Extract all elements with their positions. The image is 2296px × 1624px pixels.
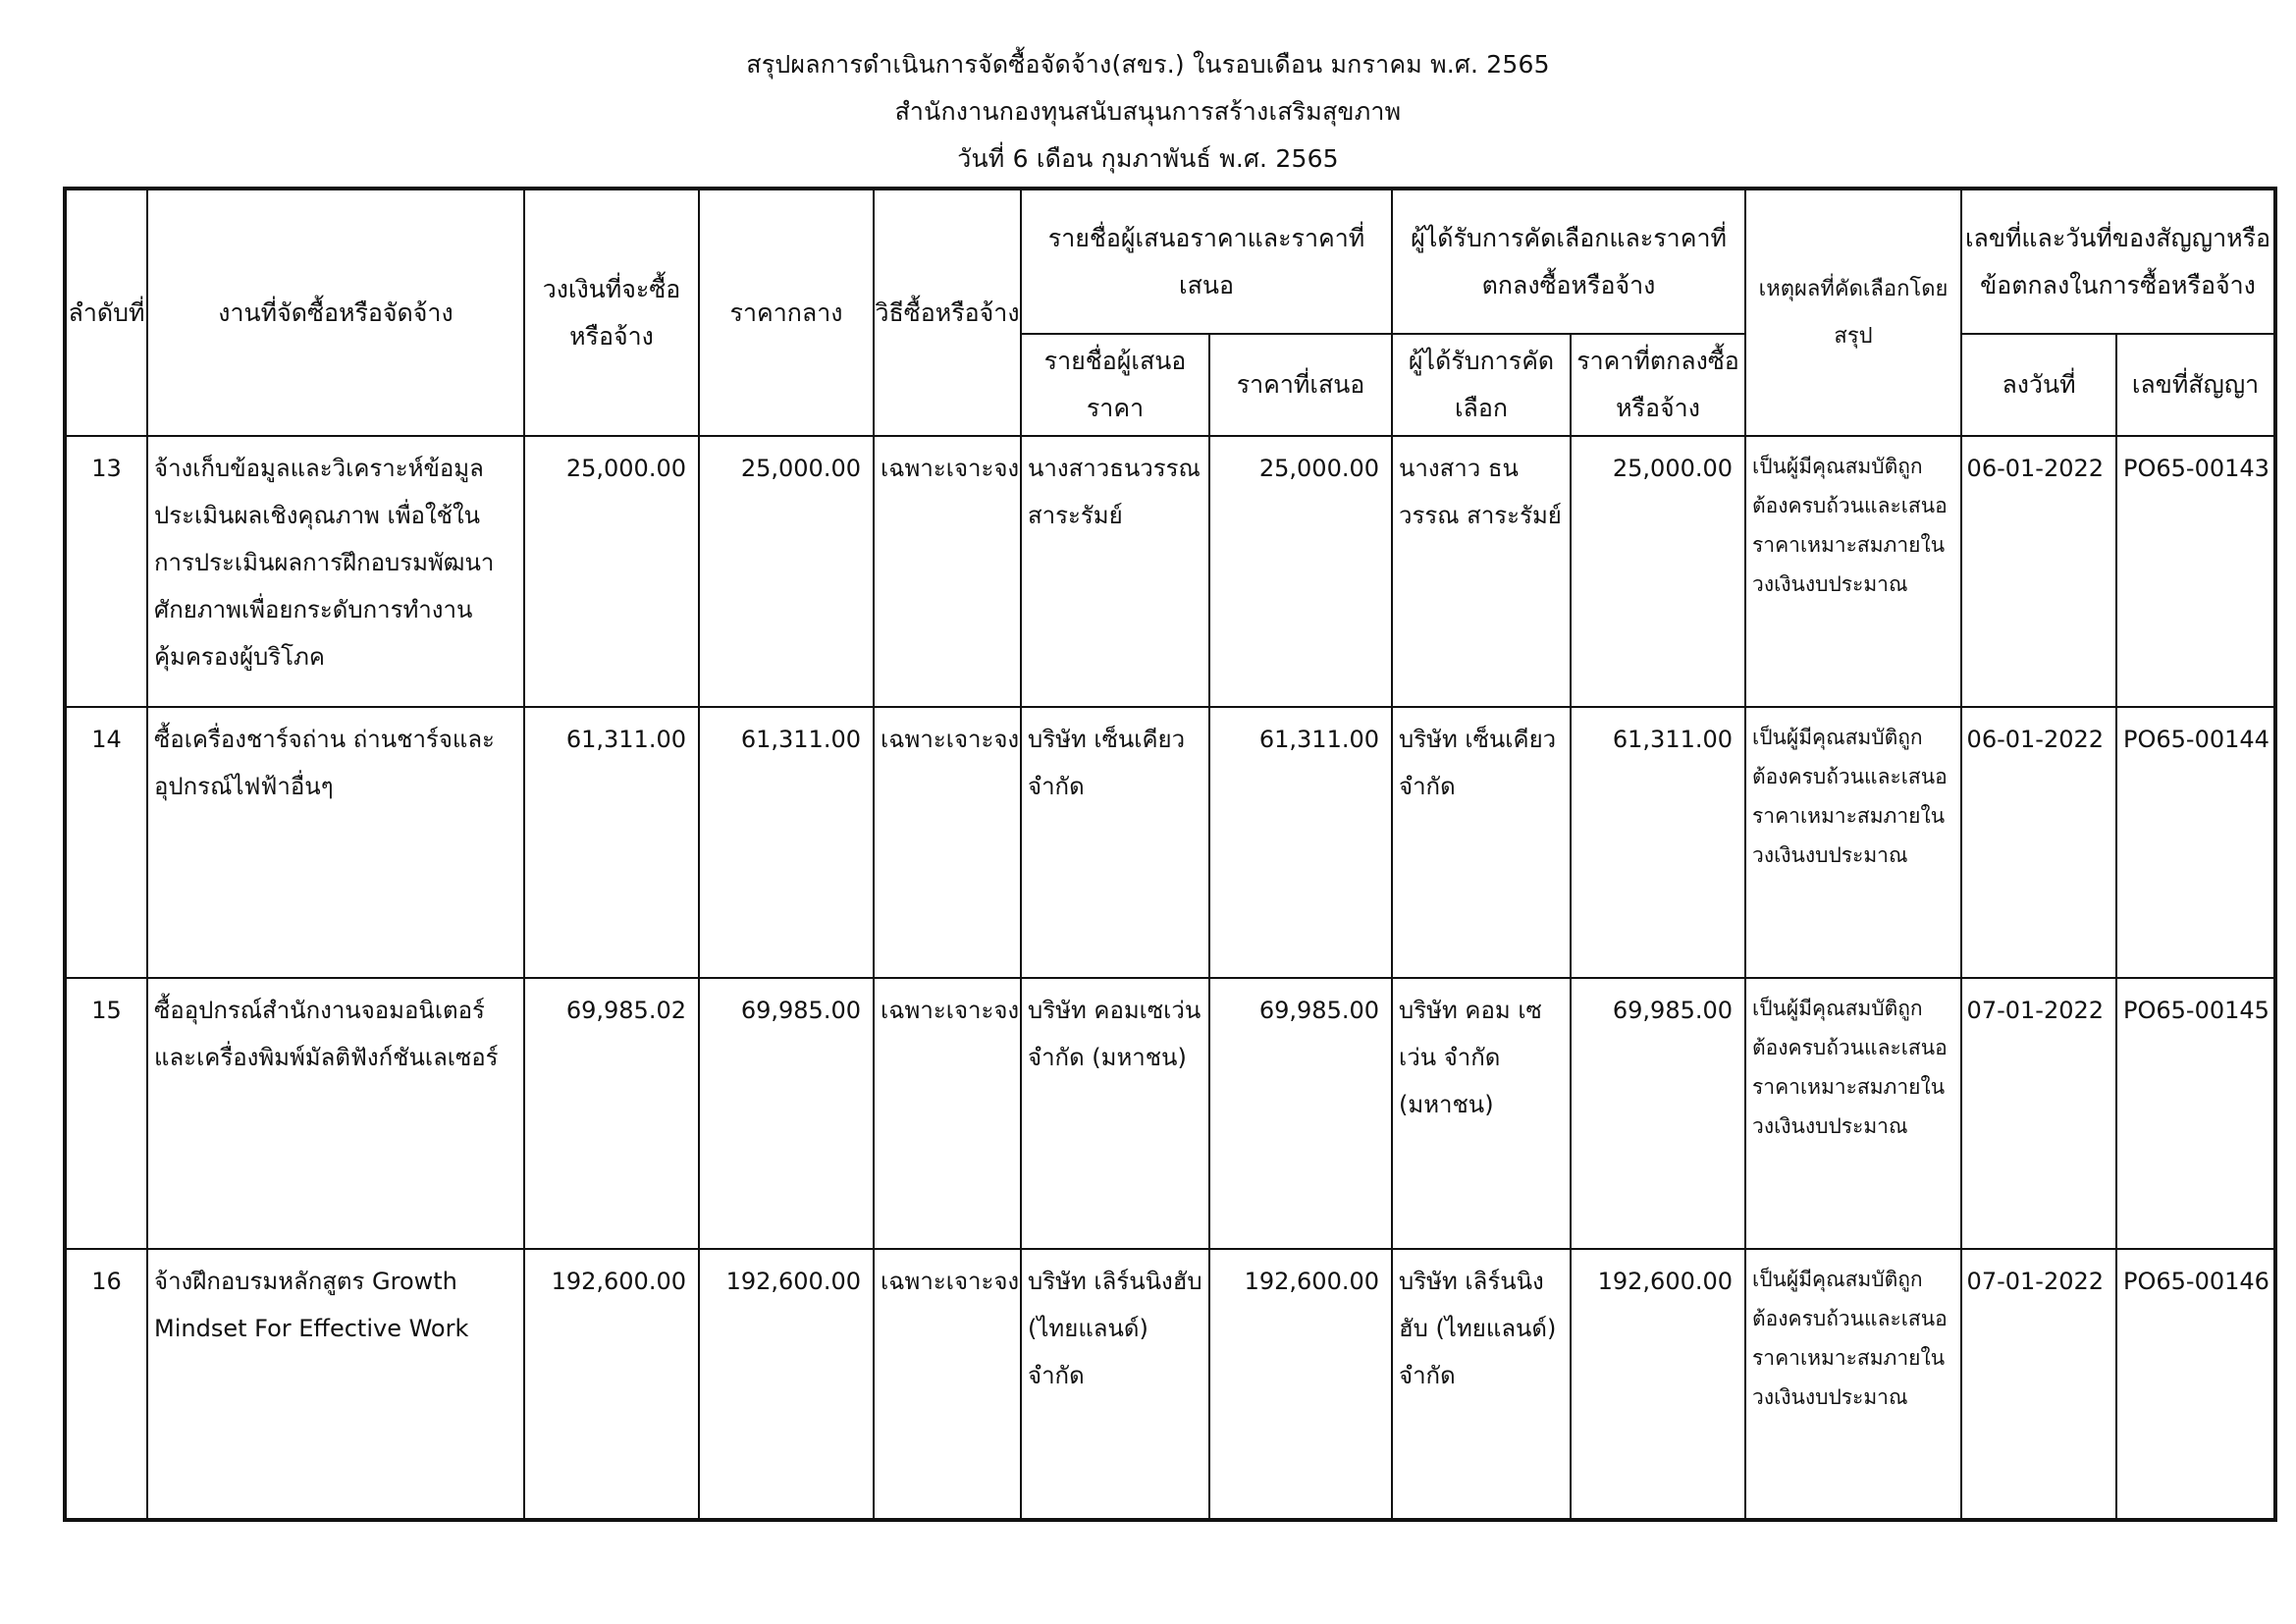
procurement-method: เฉพาะเจาะจง bbox=[881, 997, 1020, 1024]
contract-number: PO65-00145 bbox=[2123, 997, 2269, 1024]
col-header-bidders-group: รายชื่อผู้เสนอราคาและราคาที่เสนอ bbox=[1021, 189, 1392, 334]
median-price: 25,000.00 bbox=[740, 455, 861, 482]
col-header-reason: เหตุผลที่คัดเลือกโดยสรุป bbox=[1745, 189, 1961, 436]
organization-name: สำนักงานกองทุนสนับสนุนการสร้างเสริมสุขภาพ bbox=[894, 97, 1402, 126]
bid-price: 192,600.00 bbox=[1244, 1268, 1380, 1295]
contract-date: 07-01-2022 bbox=[1966, 1268, 2105, 1295]
col-header-method: วิธีซื้อหรือจ้าง bbox=[874, 189, 1021, 436]
contract-number: PO65-00144 bbox=[2123, 726, 2269, 753]
col-header-contract-group: เลขที่และวันที่ของสัญญาหรือข้อตกลงในการซื้อหรือจ้าง bbox=[1961, 189, 2275, 334]
item-description: ซื้ออุปกรณ์สำนักงานจอมอนิเตอร์และเครื่องพิมพ์มัลติฟังก์ชันเลเซอร์ bbox=[154, 997, 499, 1071]
col-header-item: งานที่จัดซื้อหรือจัดจ้าง bbox=[147, 189, 524, 436]
table-row bbox=[65, 707, 2275, 978]
col-header-selected-group: ผู้ได้รับการคัดเลือกและราคาที่ตกลงซื้อหรือจ้าง bbox=[1392, 189, 1745, 334]
selected-vendor: บริษัท เซ็นเคียว จำกัด bbox=[1399, 726, 1557, 800]
table-row bbox=[65, 978, 2275, 1249]
selected-vendor: บริษัท คอม เซเว่น จำกัด (มหาชน) bbox=[1399, 997, 1542, 1118]
contract-number: PO65-00146 bbox=[2123, 1268, 2269, 1295]
selection-reason: เป็นผู้มีคุณสมบัติถูกต้องครบถ้วนและเสนอราคาเหมาะสมภายในวงเงินงบประมาณ bbox=[1752, 1268, 1948, 1409]
procurement-table bbox=[63, 187, 2277, 1522]
row-number: 16 bbox=[91, 1268, 122, 1295]
median-price: 61,311.00 bbox=[740, 726, 861, 753]
contract-date: 06-01-2022 bbox=[1966, 455, 2105, 482]
item-description: จ้างเก็บข้อมูลและวิเคราะห์ข้อมูลประเมินผลเชิงคุณภาพ เพื่อใช้ในการประเมินผลการฝึกอบรมพัฒนาศักยภาพเพื่อยกระดับการทำงานคุ้มครองผู้บริโภค bbox=[154, 455, 495, 671]
procurement-method: เฉพาะเจาะจง bbox=[881, 726, 1020, 753]
contract-date: 07-01-2022 bbox=[1966, 997, 2105, 1024]
selection-reason: เป็นผู้มีคุณสมบัติถูกต้องครบถ้วนและเสนอราคาเหมาะสมภายในวงเงินงบประมาณ bbox=[1752, 455, 1948, 596]
col-header-agreed-price: ราคาที่ตกลงซื้อหรือจ้าง bbox=[1571, 334, 1745, 436]
procurement-method: เฉพาะเจาะจง bbox=[881, 455, 1020, 482]
col-header-bid-price: ราคาที่เสนอ bbox=[1209, 334, 1392, 436]
bidder-name: นางสาวธนวรรณ สาระรัมย์ bbox=[1028, 455, 1201, 529]
bidder-name: บริษัท เซ็นเคียว จำกัด bbox=[1028, 726, 1186, 800]
selected-vendor: บริษัท เลิร์นนิงฮับ (ไทยแลนด์) จำกัด bbox=[1399, 1268, 1557, 1389]
agreed-price: 61,311.00 bbox=[1612, 726, 1734, 753]
budget-amount: 61,311.00 bbox=[565, 726, 686, 753]
bidder-name: บริษัท เลิร์นนิงฮับ (ไทยแลนด์) จำกัด bbox=[1028, 1268, 1202, 1389]
col-header-no: ลำดับที่ bbox=[65, 189, 147, 436]
selected-vendor: นางสาว ธนวรรณ สาระรัมย์ bbox=[1399, 455, 1562, 529]
selection-reason: เป็นผู้มีคุณสมบัติถูกต้องครบถ้วนและเสนอราคาเหมาะสมภายในวงเงินงบประมาณ bbox=[1752, 726, 1948, 867]
row-number: 15 bbox=[91, 997, 122, 1024]
report-date: วันที่ 6 เดือน กุมภาพันธ์ พ.ศ. 2565 bbox=[957, 144, 1339, 173]
median-price: 69,985.00 bbox=[740, 997, 861, 1024]
item-description: จ้างฝึกอบรมหลักสูตร Growth Mindset For Effective Work bbox=[154, 1268, 469, 1342]
budget-amount: 25,000.00 bbox=[565, 455, 686, 482]
contract-date: 06-01-2022 bbox=[1966, 726, 2105, 753]
agreed-price: 69,985.00 bbox=[1612, 997, 1734, 1024]
budget-amount: 69,985.02 bbox=[565, 997, 686, 1024]
bid-price: 61,311.00 bbox=[1258, 726, 1380, 753]
col-header-selected-name: ผู้ได้รับการคัดเลือก bbox=[1392, 334, 1571, 436]
col-header-budget: วงเงินที่จะซื้อหรือจ้าง bbox=[524, 189, 699, 436]
col-header-contract-no: เลขที่สัญญา bbox=[2116, 334, 2275, 436]
contract-number: PO65-00143 bbox=[2123, 455, 2269, 482]
median-price: 192,600.00 bbox=[725, 1268, 861, 1295]
item-description: ซื้อเครื่องชาร์จถ่าน ถ่านชาร์จและอุปกรณ์ไฟฟ้าอื่นๆ bbox=[154, 726, 495, 800]
report-header bbox=[0, 41, 2296, 183]
col-header-contract-date: ลงวันที่ bbox=[1961, 334, 2116, 436]
procurement-method: เฉพาะเจาะจง bbox=[881, 1268, 1020, 1295]
agreed-price: 25,000.00 bbox=[1612, 455, 1734, 482]
table-row bbox=[65, 436, 2275, 707]
table-row bbox=[65, 1249, 2275, 1520]
selection-reason: เป็นผู้มีคุณสมบัติถูกต้องครบถ้วนและเสนอราคาเหมาะสมภายในวงเงินงบประมาณ bbox=[1752, 997, 1948, 1138]
col-header-median-price: ราคากลาง bbox=[699, 189, 874, 436]
col-header-bidder-name: รายชื่อผู้เสนอราคา bbox=[1021, 334, 1209, 436]
report-title: สรุปผลการดำเนินการจัดซื้อจัดจ้าง(สขร.) ในรอบเดือน มกราคม พ.ศ. 2565 bbox=[746, 50, 1550, 79]
agreed-price: 192,600.00 bbox=[1597, 1268, 1734, 1295]
bid-price: 25,000.00 bbox=[1258, 455, 1380, 482]
bid-price: 69,985.00 bbox=[1258, 997, 1380, 1024]
budget-amount: 192,600.00 bbox=[551, 1268, 686, 1295]
row-number: 13 bbox=[91, 455, 122, 482]
row-number: 14 bbox=[91, 726, 122, 753]
bidder-name: บริษัท คอมเซเว่น จำกัด (มหาชน) bbox=[1028, 997, 1201, 1071]
header-row-top bbox=[65, 189, 2275, 334]
